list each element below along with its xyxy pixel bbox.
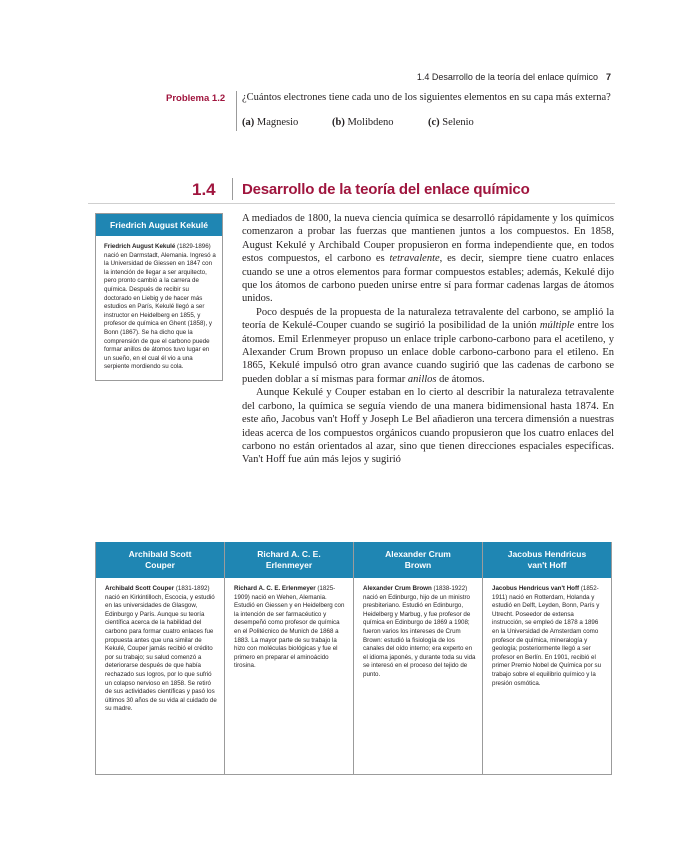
paragraph-1: A mediados de 1800, la nueva ciencia química se desarrolló rápidamente y los químicos comenzaron a probar las fuerzas que mantienen juntos a los compuestos. En 1858, August Kekulé y Archibald Couper propusieron en forma independiente que, en todos estos compuestos, el carbono es tetravalente, es decir, siempre tiene cuatro enlaces cuando se une a otros elementos para formar compuestos estables; además, Kekulé dijo que los átomos de carbono pueden unirse entre sí para formar cadenas largas de átomos unidos.	[242, 213, 614, 305]
section-divider	[232, 178, 233, 200]
problem-option-c: (c) Selenio	[428, 117, 474, 128]
section-title: Desarrollo de la teoría del enlace químico	[242, 181, 530, 198]
running-head-section: 1.4 Desarrollo de la teoría del enlace químico	[416, 72, 598, 82]
bio-text: Friedrich August Kekulé (1829-1896) nació en Darmstadt, Alemania. Ingresó a la Universidad de Giessen en 1847 con la intención de llegar a ser arquitecto, pero pronto cambió a la carrera de química. Después de recibir su doctorado en Liebig y de hacer más estudios en París, Kekulé llegó a ser instructor en Heidelberg en 1855, y profesor de química en Ghent (1858), y Bonn (1867). Se ha dicho que la comprensión de que el carbono puede formar anillos de átomos tuvo lugar en un sueño, en el cual él vio a una serpiente mordiendo su cola.	[104, 243, 216, 371]
sidebar-bio-kekule	[95, 213, 223, 381]
bio-card-header: Archibald Scott Couper	[96, 542, 224, 578]
bio-card-crum-brown	[354, 542, 483, 774]
problem-options	[242, 117, 474, 128]
page-number: 7	[605, 72, 611, 82]
bio-header: Friedrich August Kekulé	[96, 214, 222, 236]
running-head	[417, 72, 611, 82]
bio-card-header: Richard A. C. E. Erlenmeyer	[225, 542, 353, 578]
bio-card-header: Jacobus Hendricus van't Hoff	[483, 542, 611, 578]
section-underline	[88, 203, 615, 204]
paragraph-2: Poco después de la propuesta de la naturaleza tetravalente del carbono, se amplió la teoría de Kekulé-Couper cuando se sugirió la posibilidad de la unión múltiple entre los átomos. Emil Erlenmeyer propuso un enlace triple carbono-carbono para el acetileno, y Alexander Crum Brown propuso un enlace doble carbono-carbono para el etileno. En 1865, Kekulé impulsó otro gran avance cuando sugirió que las cadenas de carbono se pueden doblar a sí mismas para formar anillos de átomos.	[242, 306, 614, 385]
bio-card-text: Alexander Crum Brown (1838-1922) nació en Edinburgo, hijo de un ministro presbiteriano. Estudió en Edinburgo, Heidelberg y Marbug, y fue profesor de química en Edinburgo de 1869 a 1908; fueron varios los intereses de Crum Brown: estudió la fisiología de los canales del oído interno; era experto en el idioma japonés, y durante toda su vida se interesó en el proceso del tejido de punto.	[363, 585, 476, 678]
problem-divider	[236, 91, 237, 131]
problem-label: Problema 1.2	[166, 93, 226, 104]
bio-card-couper	[95, 542, 225, 774]
problem-question: ¿Cuántos electrones tiene cada uno de los siguientes elementos en su capa más externa?	[242, 92, 611, 103]
problem-option-b: (b) Molibdeno	[332, 117, 394, 128]
paragraph-3: Aunque Kekulé y Couper estaban en lo cierto al describir la naturaleza tetravalente del carbono, la química se seguía viendo de una manera bidimensional hasta 1874. En este año, Jacobus van't Hoff y Joseph Le Bel añadieron una tercera dimensión a nuestras ideas acerca de los compuestos orgánicos cuando propusieron que los cuatro enlaces del carbono no están orientados al azar, sino que tienen direcciones espaciales específicas. Van't Hoff fue aún más lejos y sugirió	[242, 387, 614, 466]
bio-card-text: Richard A. C. E. Erlenmeyer (1825-1909) nació en Wehen, Alemania. Estudió en Giessen y en Heidelberg con la intención de ser farmacéutico y desempeñó como profesor de química en el Politécnico de Munich de 1868 a 1883. La mayor parte de su trabajo la hizo con moléculas biológicas y fue el primero en preparar el aminoácido tirosina.	[234, 585, 345, 670]
section-number: 1.4	[192, 180, 216, 199]
bio-card-erlenmeyer	[225, 542, 354, 774]
bio-card-vant-hoff	[483, 542, 612, 774]
bio-card-text: Jacobus Hendricus van't Hoff (1852-1911) nació en Rotterdam, Holanda y estudió en Delft, Leyden, Bonn, París y Utrecht. Poseedor de extensa instrucción, se empleó de 1878 a 1896 en la Universidad de Amsterdam como profesor de química, mineralogía y geología; posteriormente llegó a ser profesor en Berlín. En 1901, recibió el primer Premio Nobel de Química por su trabajo sobre el equilibrio químico y la presión osmótica.	[492, 585, 602, 687]
bio-card-header: Alexander Crum Brown	[354, 542, 482, 578]
bio-cards-row	[95, 542, 612, 774]
bio-cards-bottom-rule	[95, 774, 612, 775]
body-text	[242, 212, 614, 467]
bio-card-text: Archibald Scott Couper (1831-1892) nació en Kirkintilloch, Escocia, y estudió en las universidades de Glasgow, Edinburgo y París. Aunque su teoría científica acerca de la habilidad del carbono para formar cuatro enlaces fue propuesta antes que una similar de Kekulé, Couper jamás recibió el crédito por su trabajo; su salud comenzó a deteriorarse después de que había rechazado sus logros, por lo que sufrió un colapso nervioso en 1858. Se retiró de sus actividades científicas y pasó los últimos 30 años de su vida al cuidado de su madre.	[105, 585, 217, 713]
problem-option-a: (a) Magnesio	[242, 117, 299, 128]
